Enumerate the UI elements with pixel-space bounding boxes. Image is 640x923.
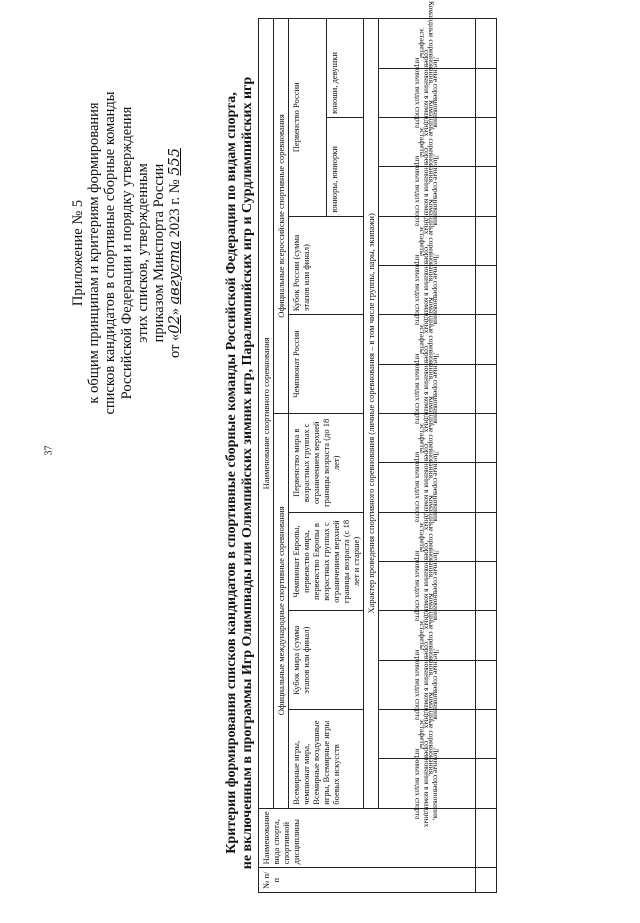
- competition-cell: Кубок России (сумма этапов или финал): [289, 216, 364, 315]
- appendix-title: Приложение № 5: [70, 199, 86, 307]
- competition-cell: Первенство мира в возрастных группах с ограничением верхней границы возраста (до 18 лет): [289, 413, 364, 512]
- type-cell: Командные соревнования, эстафеты: [379, 117, 476, 166]
- handwritten-day: 02: [167, 315, 184, 334]
- header-row-2: [274, 19, 289, 893]
- russian-group: Официальные всероссийские спортивные соревнования: [274, 19, 289, 414]
- competition-cell: Первенство России: [289, 19, 327, 217]
- type-cell: Личные соревнования, соревнования в командных игровых видах спорта: [379, 68, 476, 117]
- appendix-line: к общим принципам и критериям формирования: [86, 102, 103, 404]
- competition-cell: Чемпионат России: [289, 315, 364, 414]
- type-cell: Командные соревнования, эстафеты: [379, 216, 476, 265]
- table-cell: [476, 512, 497, 561]
- type-cell: Личные соревнования, соревнования в командных игровых видах спорта: [379, 167, 476, 216]
- table-cell: [476, 561, 497, 610]
- table-cell: [476, 265, 497, 314]
- appendix-line: Российской Федерации и порядку утверждения: [118, 106, 135, 400]
- header-row-1: [259, 19, 274, 893]
- appendix-date: от «02» августа 2023 г. № 555: [167, 148, 184, 358]
- type-cell: Личные соревнования, соревнования в командных игровых видах спорта: [379, 660, 476, 709]
- header-row-5: [364, 19, 379, 893]
- table-cell: [476, 808, 497, 868]
- type-cell: Командные соревнования, эстафеты: [379, 315, 476, 364]
- pervenstvo-juniors: юниоры, юниорки: [326, 117, 364, 216]
- type-cell: Командные соревнования, эстафеты: [379, 413, 476, 462]
- table-cell: [476, 413, 497, 462]
- type-cell: Личные соревнования, соревнования в командных игровых видах спорта: [379, 463, 476, 512]
- table-cell: [476, 117, 497, 166]
- appendix-line: приказом Минспорта России: [151, 163, 168, 343]
- body-row: [476, 19, 497, 893]
- table-cell: [476, 216, 497, 265]
- competition-cell: Кубок мира (сумма этапов или финал): [289, 611, 364, 710]
- table-cell: [476, 660, 497, 709]
- table-cell: [476, 611, 497, 660]
- page-number: 37: [43, 445, 55, 456]
- table-cell: [476, 19, 497, 69]
- header-row-6: [379, 19, 476, 893]
- table-cell: [476, 710, 497, 759]
- handwritten-month: августа: [167, 241, 184, 305]
- table-cell: [476, 868, 497, 893]
- appendix-line: списков кандидатов в спортивные сборные команды: [102, 91, 119, 415]
- appendix-line: этих списков, утвержденным: [134, 163, 151, 343]
- competition-cell: Чемпионат Европы, первенство мира, первенство Европы в возрастных группах с ограничением верхней границы возраста (с 18 лет и старше): [289, 512, 364, 611]
- handwritten-number: 555: [167, 148, 184, 176]
- type-cell: Командные соревнования, эстафеты: [379, 19, 476, 69]
- type-cell: Личные соревнования, соревнования в командных игровых видах спорта: [379, 364, 476, 413]
- table-cell: [476, 759, 497, 808]
- table-cell: [476, 463, 497, 512]
- table-cell: [476, 68, 497, 117]
- col-no-header: № п/п: [259, 868, 476, 893]
- type-cell: Личные соревнования, соревнования в командных игровых видах спорта: [379, 561, 476, 610]
- character-row: Характер проведения спортивного соревнования (личные соревнования – в том числе группы, пары, экипажи): [364, 19, 379, 809]
- type-cell: Личные соревнования, соревнования в командных игровых видах спорта: [379, 759, 476, 808]
- table-cell: [476, 315, 497, 364]
- pervenstvo-youth: юноши, девушки: [326, 19, 364, 118]
- criteria-table: [258, 1, 497, 893]
- competition-cell: Всемирные игры, чемпионат мира, Всемирные воздушные игры, Всемирные игры боевых искусств: [289, 710, 364, 809]
- type-cell: Командные соревнования, эстафеты: [379, 611, 476, 660]
- header-row-3: [289, 19, 327, 893]
- document-title: Критерии формирования списков кандидатов в спортивные сборные команды Российской Федерации по видам спорта, не включенным в программы Игр Олимпиады или Олимпийских зимних игр, Паралимпийских игр и Сурдлимпийских игр: [224, 76, 255, 870]
- type-cell: Командные соревнования, эстафеты: [379, 512, 476, 561]
- table-cell: [476, 364, 497, 413]
- appendix-block: [70, 43, 183, 463]
- type-cell: Личные соревнования, соревнования в командных игровых видах спорта: [379, 265, 476, 314]
- type-cell: Командные соревнования, эстафеты: [379, 710, 476, 759]
- table-cell: [476, 167, 497, 216]
- international-group: Официальные международные спортивные соревнования: [274, 413, 289, 808]
- col-sport-header: Наименование вида спорта, спортивной дисциплины: [259, 808, 476, 868]
- competition-name-header: Наименование спортивного соревнования: [259, 19, 274, 809]
